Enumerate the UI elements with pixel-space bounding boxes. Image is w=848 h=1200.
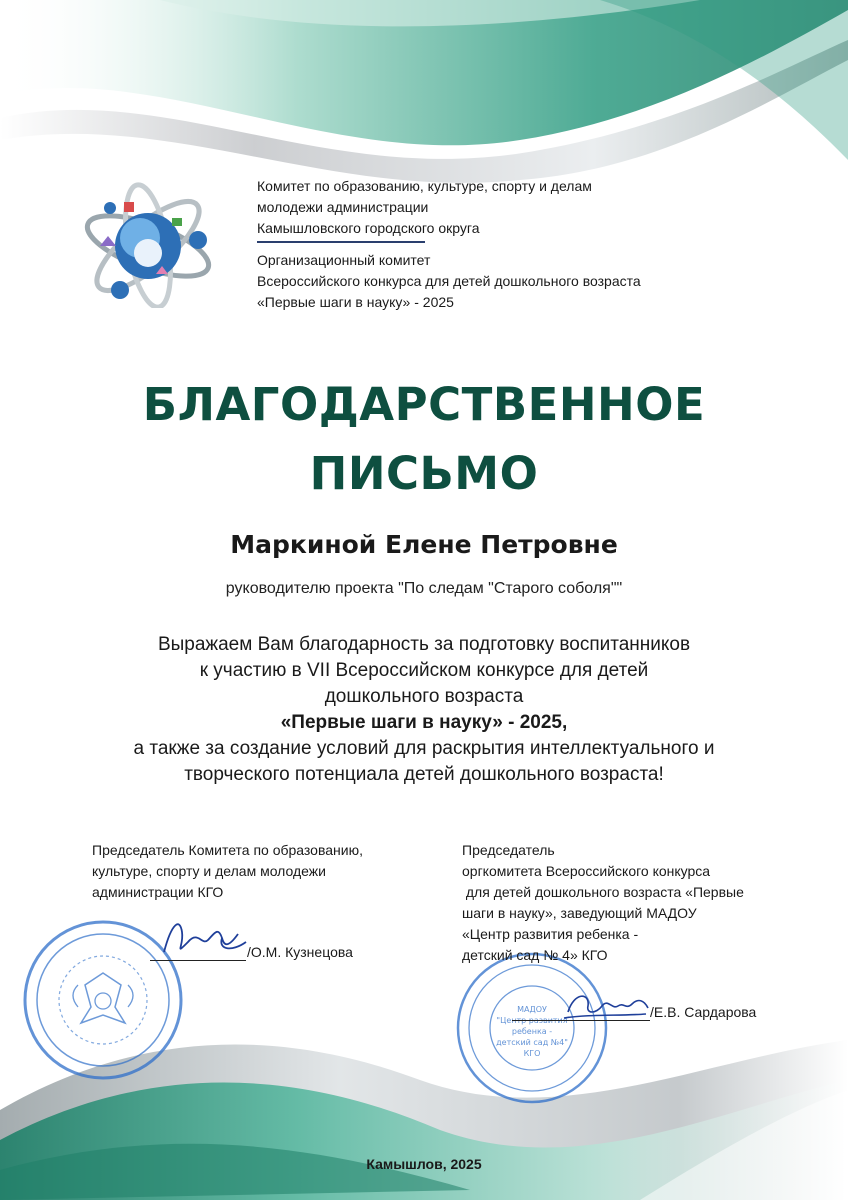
signatory-line: «Центр развития ребенка - bbox=[462, 926, 639, 942]
document-title-line2: ПИСЬМО bbox=[309, 447, 539, 500]
signatory-line: Председатель Комитета по образованию, bbox=[92, 842, 363, 858]
right-signatory-name: /Е.В. Сардарова bbox=[650, 1004, 757, 1020]
seal-text: "Центр развития bbox=[496, 1016, 568, 1025]
body-line: Выражаем Вам благодарность за подготовку воспитанников bbox=[157, 634, 691, 655]
right-signatory-title bbox=[462, 840, 792, 966]
organization-line: молодежи администрации bbox=[257, 199, 429, 215]
left-signatory-name: /О.М. Кузнецова bbox=[247, 944, 353, 960]
committee-line: «Первые шаги в науку» - 2025 bbox=[257, 294, 454, 310]
body-line: а также за создание условий для раскрытия интеллектуального и bbox=[133, 738, 715, 759]
body-line: творческого потенциала детей дошкольного возраста! bbox=[184, 764, 664, 785]
recipient-role: руководителю проекта "По следам "Старого соболя"" bbox=[225, 580, 623, 597]
organization-line: Камышловского городского округа bbox=[257, 220, 480, 236]
right-official-seal bbox=[452, 948, 612, 1108]
committee-name bbox=[257, 250, 777, 313]
header-divider bbox=[257, 241, 425, 243]
recipient-name: Маркиной Елене Петровне bbox=[230, 530, 618, 559]
signatory-line: культуре, спорту и делам молодежи bbox=[92, 863, 326, 879]
signatory-line: оргкомитета Всероссийского конкурса bbox=[462, 863, 711, 879]
signatory-line: Председатель bbox=[462, 842, 555, 858]
place-and-year: Камышлов, 2025 bbox=[366, 1156, 482, 1172]
seal-text: МАДОУ bbox=[517, 1005, 547, 1014]
left-signatory-title bbox=[92, 840, 412, 903]
seal-text: ребенка - bbox=[511, 1027, 553, 1036]
left-handwritten-signature bbox=[158, 912, 250, 964]
signatory-line: для детей дошкольного возраста «Первые bbox=[462, 884, 744, 900]
signatory-line: шаги в науку», заведующий МАДОУ bbox=[462, 905, 697, 921]
body-line: к участию в VII Всероссийском конкурсе для детей bbox=[199, 660, 649, 681]
signatory-line: детский сад № 4» КГО bbox=[462, 947, 608, 963]
signatory-line: администрации КГО bbox=[92, 884, 224, 900]
contest-name: «Первые шаги в науку» - 2025, bbox=[280, 712, 568, 733]
organization-line: Комитет по образованию, культуре, спорту и делам bbox=[257, 178, 592, 194]
committee-line: Всероссийского конкурса для детей дошкольного возраста bbox=[257, 273, 641, 289]
document-title-line1: БЛАГОДАРСТВЕННОЕ bbox=[142, 378, 706, 431]
contest-logo-atom-icon bbox=[78, 178, 218, 308]
right-handwritten-signature bbox=[560, 984, 652, 1024]
organization-name bbox=[257, 176, 717, 239]
seal-text: детский сад №4" bbox=[496, 1038, 568, 1047]
seal-text: КГО bbox=[523, 1049, 541, 1058]
body-line: дошкольного возраста bbox=[324, 686, 524, 707]
committee-line: Организационный комитет bbox=[257, 252, 431, 268]
letter-body bbox=[60, 632, 788, 788]
